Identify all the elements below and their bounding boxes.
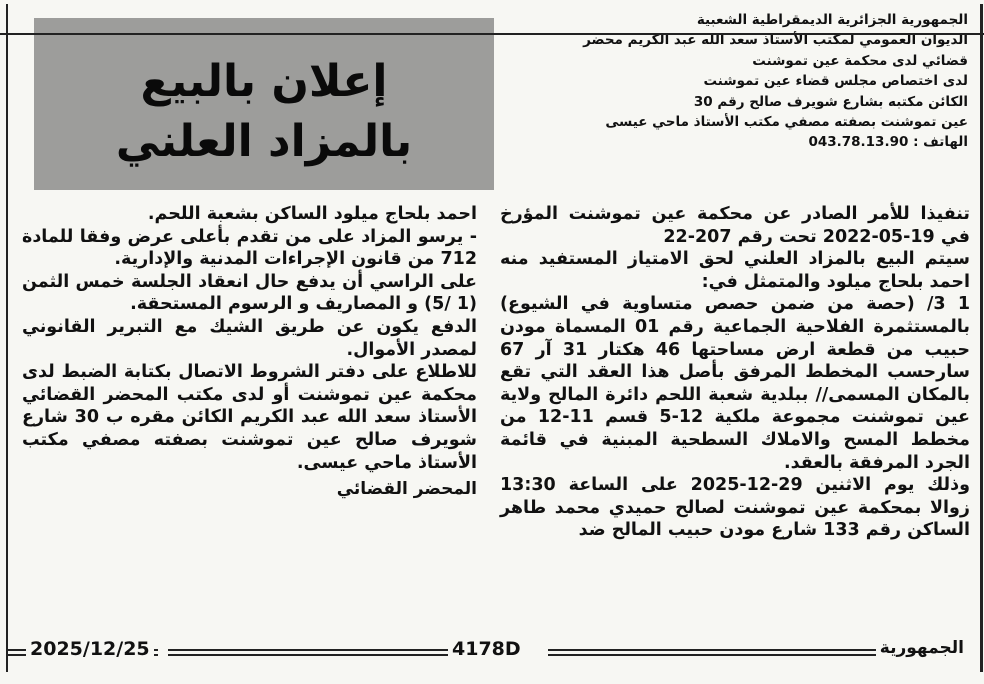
right-text-column: [500, 203, 970, 542]
paragraph: احمد بلحاج ميلود الساكن بشعبة اللحم.: [147, 204, 477, 224]
bailiff-office-header: [510, 10, 968, 153]
header-line: الديوان العمومي لمكتب الأستاذ سعد الله عبد الكريم محضر: [583, 32, 968, 49]
left-text-column: [22, 203, 477, 501]
signature: المحضر القضائي: [336, 479, 477, 500]
paragraph: الدفع يكون عن طريق الشيك مع التبرير القانوني لمصدر الأموال.: [22, 316, 477, 360]
banner-line-1: إعلان بالبيع: [140, 56, 388, 107]
auction-banner: [34, 18, 494, 190]
header-phone: الهاتف : 043.78.13.90: [808, 134, 968, 151]
bottom-border: [0, 33, 984, 35]
footer-page-code: 4178D: [448, 638, 525, 660]
header-line: لدى اختصاص مجلس قضاء عين تموشنت: [703, 73, 968, 90]
paragraph: 1 3/ (حصة من ضمن حصص متساوية في الشيوع) بالمستثمرة الفلاحية الجماعية رقم 01 المسماة مودن حبيب من قطعة ارض مساحتها 46 هكتار 31 آر 67 سارحسب المخطط المرفق بأصل هذا العقد التي تقع بالمكان المسمى// ببلدية شعبة اللحم دائرة المالح ولاية عين تموشنت مجموعة ملكية 12-5 قسم 11-12 من مخطط المسح والاملاك السطحية المبنية في قائمة الجرد المرفقة بالعقد.: [500, 294, 970, 473]
paragraph: على الراسي أن يدفع حال انعقاد الجلسة خمس الثمن (1 /5) و المصاريف و الرسوم المستحقة.: [22, 271, 477, 315]
paragraph: - يرسو المزاد على من تقدم بأعلى عرض وفقا للمادة 712 من قانون الإجراءات المدنية والإدارية.: [22, 226, 477, 270]
header-line: قضائي لدى محكمة عين تموشنت: [752, 52, 968, 69]
paragraph: للاطلاع على دفتر الشروط الاتصال بكتابة الضبط لدى محكمة عين تموشنت أو لدى مكتب المحضر القضائي الأستاذ سعد الله عبد الكريم الكائن مقره ب 30 شارع شويرف صالح عين تموشنت بصفته مصفي مكتب الأستاذ ماحي عيسى.: [22, 362, 478, 473]
header-line: الكائن مكتبه بشارع شويرف صالح رقم 30: [693, 93, 968, 110]
footer-rule: [168, 649, 458, 656]
page-footer: [8, 636, 976, 670]
banner-title: [34, 52, 494, 172]
footer-rule: [548, 649, 918, 656]
paragraph: وذلك يوم الاثنين 29-12-2025 على الساعة 13:30 زوالا بمحكمة عين تموشنت لصالح حميدي محمد طاهر الساكن رقم 133 شارع مودن حبيب المالح ضد: [500, 475, 970, 541]
paragraph: سيتم البيع بالمزاد العلني لحق الامتياز المستفيد منه احمد بلحاج ميلود والمتمثل في:: [500, 249, 970, 292]
banner-line-2: بالمزاد العلني: [115, 116, 413, 167]
footer-publication-name: الجمهورية: [876, 638, 968, 658]
header-line: الجمهورية الجزائرية الديمقراطية الشعبية: [696, 12, 968, 28]
header-line: عين تموشنت بصفته مصفي مكتب الأستاذ ماحي عيسى: [605, 114, 968, 131]
paragraph: تنفيذا للأمر الصادر عن محكمة عين تموشنت المؤرخ في 19-05-2022 تحت رقم 207-22: [500, 204, 970, 247]
footer-date: 2025/12/25: [26, 638, 154, 660]
